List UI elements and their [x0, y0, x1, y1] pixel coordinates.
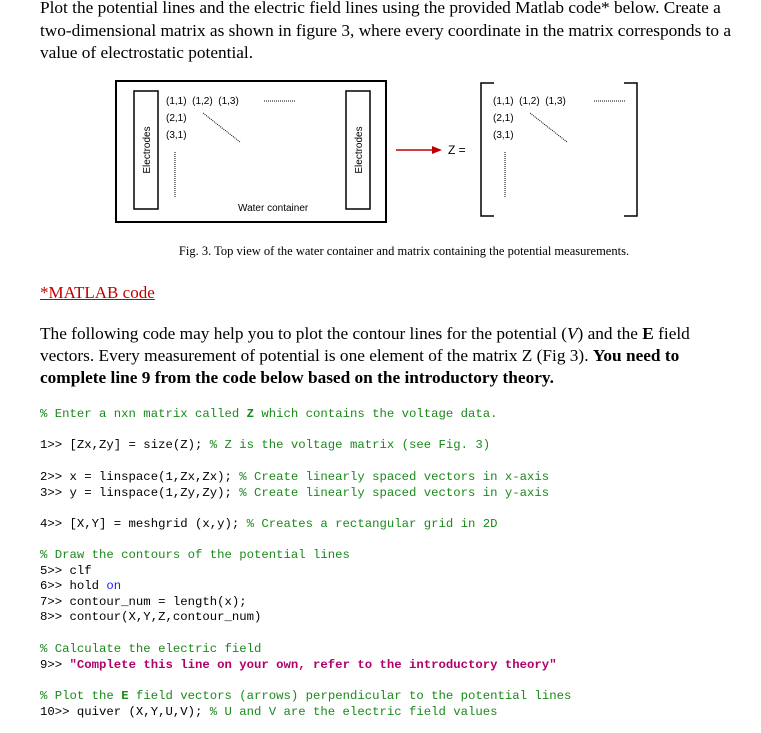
arrow-head [432, 146, 442, 154]
code-line-4: 4>> [X,Y] = meshgrid (x,y); % Creates a rectangular grid in 2D [40, 517, 498, 531]
container-row-2: (2,1) [166, 113, 187, 124]
code-block-quiver: % Plot the E field vectors (arrows) perpendicular to the potential lines 10>> quiver (X,Y,U,V); % U and V are the electric field values [40, 689, 572, 719]
matrix-row-2: (2,1) [493, 113, 514, 124]
code-lines-2-3: 2>> x = linspace(1,Zx,Zx); % Create linearly spaced vectors in x-axis 3>> y = linspace(1,Zy,Zy); % Create linearly spaced vectors in y-axis [40, 470, 550, 500]
container-row-3: (3,1) [166, 130, 187, 141]
water-container-label: Water container [238, 203, 309, 214]
right-electrode-label: Electrodes [354, 126, 365, 174]
code-line-1: 1>> [Zx,Zy] = size(Z); % Z is the voltage matrix (see Fig. 3) [40, 438, 491, 452]
matrix-lhs: Z = [448, 143, 466, 157]
figure-caption: Fig. 3. Top view of the water container and matrix containing the potential measurements. [178, 244, 630, 258]
code-block-efield: % Calculate the electric field 9>> "Complete this line on your own, refer to the introductory theory" [40, 642, 557, 672]
left-electrode-label: Electrodes [142, 126, 153, 174]
code-block-contour: % Draw the contours of the potential lines 5>> clf 6>> hold on 7>> contour_num = length(x); 8>> contour(X,Y,Z,contour_num) [40, 548, 350, 624]
matrix-row-3: (3,1) [493, 130, 514, 141]
instructions-paragraph: The following code may help you to plot the contour lines for the potential (V) and the E field vectors. Every measurement of potential is one element of the matrix Z (Fig 3). You need to complete line 9 from the code below based on the introductory theory. [40, 324, 690, 387]
container-row-1: (1,1) (1,2) (1,3) [166, 96, 239, 107]
intro-paragraph: Plot the potential lines and the electric field lines using the provided Matlab code* below. Create a two-dimensional matrix as shown in figure 3, where every coordinate in the matrix corresponds to a value of electrostatic potential. [40, 0, 732, 63]
matrix-row-1: (1,1) (1,2) (1,3) [493, 96, 566, 107]
code-comment-enter: % Enter a nxn matrix called Z which contains the voltage data. [40, 407, 498, 421]
matlab-code-heading: *MATLAB code [40, 283, 155, 302]
matrix-right-bracket [624, 83, 637, 216]
